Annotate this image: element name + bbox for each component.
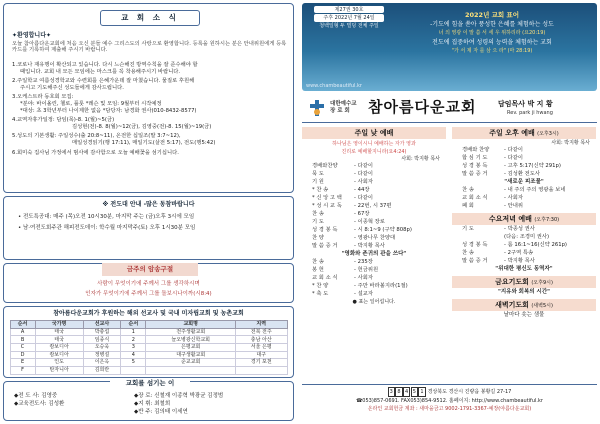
contact-line: ☎053)857-0691. FAX053)854-9512. 홈페이지: http://www.chambeautiful.kr [356,398,543,404]
order-row [302,202,446,210]
morning-verse: 하나님은 영이시니 예배하는 자가 영과 [332,141,416,147]
issue-info [314,6,384,29]
order-item: * 축 도 [312,291,329,298]
news-line: 4.교역자휴가일정: 담임(목)-8. 1(월)~5(금) [12,117,115,124]
zip-digit: 4 [405,389,409,395]
table-row [10,336,287,344]
order-item: 찬 송 [312,259,324,266]
church-logo-icon [308,99,326,117]
motto-line: 너 의 영광 이 말 씀 서 세 우 위하리라 (요20:19) [438,30,546,36]
memory-verse-section [3,263,294,303]
morning-sermon-title: "영화와 존귀의 관을 쓰다" [341,251,407,258]
order-item: * 찬 송 [312,187,329,194]
motto-line: -기도에 힘을 쏟아 풍성한 은혜를 체험하는 성도 [430,21,554,28]
mission-section [3,306,294,378]
church-name: 참아름다운교회 [368,98,477,116]
order-value: - 안내위 [504,203,523,210]
table-cell: 정병설 [83,351,121,359]
news-line: *대상: 초 3학년부터 나이제한 없음 *담당자: 남경화 권사(010-8432-8577) [20,107,197,114]
table-header: 선교사 [83,320,121,328]
news-item [12,62,290,75]
order-row [452,170,596,178]
servants-right [134,392,223,416]
order-item: 기 원 [312,179,324,186]
order-row [452,257,596,265]
servant-line: ◆교육전도사: 김성환 [14,401,65,407]
news-line: 3.오케스트라 동호회 모집: [12,94,74,101]
order-row [452,249,596,257]
afternoon-title: 주일 오후 예배 [489,129,535,137]
zip-digit: 1 [420,389,424,395]
order-value: - 시 8:1~9 (구약 808p) [354,227,412,234]
order-row [452,241,596,249]
cover-banner [302,3,597,91]
evangelism-section [3,196,294,260]
news-item [12,78,290,91]
order-item: 말 씀 증 거 [462,258,488,265]
afternoon-leader: 사회: 박지황 목사 [551,140,590,146]
order-value: - 사회자 [354,179,373,186]
table-header: 교회명 [146,320,236,328]
news-item [12,94,290,114]
news-item [12,150,290,157]
order-item: 성 경 봉 독 [462,163,488,170]
table-cell: A [10,328,35,336]
order-row [302,186,446,194]
wednesday-title: 수요저녁 예배 [488,215,532,224]
church-header [302,95,597,123]
evangelism-line: • 전도특공대: 매주 (목)오전 10시30분, 마지막 주는 (금)오후 3시에 모임 [18,213,195,220]
table-cell: 2 [121,336,146,344]
zip-digit: 5 [412,389,416,395]
denomination [330,101,357,115]
table-cell: B [10,336,35,344]
order-value: - 박종성 권사 [504,226,535,233]
morning-verse: 진리로 예배할지니라(요4:24) [341,149,407,155]
table-cell: 이은옥 [83,359,121,367]
table-cell: 서울 은평 [236,344,288,352]
table-header: 순서 [121,320,146,328]
order-item: 찬 양 [312,235,324,242]
issue-number: 제27권 30호 [314,6,384,13]
motto-line: "가 서 제 자 를 삼 으 라" (마 28:19) [451,48,533,54]
order-item: * 찬 양 [312,283,329,290]
order-value: - 헌금위원 [354,267,379,274]
friday-prayer-title [452,276,596,288]
order-row [452,202,596,210]
table-cell: 전주생활교회 [146,328,236,336]
order-item: 말 씀 증 거 [312,243,338,250]
order-value: - 사회자 [504,195,523,202]
table-cell: 태국 [35,336,83,344]
table-cell: 전북 전주 [236,328,288,336]
order-value: (다음: 조경미 권사) [504,234,550,241]
order-item: 봉 헌 [312,267,324,274]
order-item: 묵 도 [312,171,324,178]
news-item [12,133,290,146]
morning-service-title: 주일 낮 예배 [302,127,446,139]
motto-line: 전도에 집중하여 성령의 능력을 체험하는 교회 [432,39,552,46]
wednesday-service-title [452,213,596,225]
table-cell: 경기 포천 [236,359,288,367]
order-row [302,194,446,202]
welcome-text: 오늘 참아름다운교회에 처음 오신 분들 예수 그리스도의 사랑으로 환영합니다. 등록을 원하시는 분은 안내위원에게 등록카드를 기록하여 제출해 주시기 바랍니다. [12,40,287,54]
order-row [302,234,446,242]
servant-line: ◆지 휘: 최철희 [134,401,171,407]
table-cell: 3 [121,344,146,352]
news-title: 교 회 소 식 [100,10,200,26]
mission-table [10,320,288,375]
order-row [452,162,596,170]
dawn-prayer-title [452,299,596,311]
order-value: - 고후 5:17(신약 291p) [504,163,561,170]
servants-section [3,381,294,421]
church-news-section [3,3,294,193]
table-cell: 늘오병광신학교회 [146,336,236,344]
servant-line: ◆반 주: 김의태 이세연 [134,409,188,415]
morning-leader: 사회: 박지황 목사 [401,156,440,162]
order-value: - 영광나무 찬양대 [354,235,396,242]
table-cell: E [10,359,35,367]
table-row [10,328,287,336]
dawn-sermon-title: 날마다 솟는 샘물 [503,312,545,319]
order-row [302,242,446,250]
order-value: - 22번, 시 37편 [354,203,392,210]
morning-service [302,127,446,306]
order-item: 찬 송 [462,250,474,257]
memory-verse-line: 인자가 무엇이기에 주께서 그를 돌보시나이까(시8:4) [85,290,212,297]
order-value: - 내 주의 주의 영광을 보네 [504,187,566,194]
table-cell [146,366,236,374]
motto-block [392,11,592,56]
table-row [10,344,287,352]
order-value: - 다같이 [354,163,373,170]
order-value: - 주만 바라볼지라(1절) [354,283,408,290]
table-cell: F [10,366,35,374]
address-line [302,387,597,397]
afternoon-sermon-title: "새로운 피조물" [504,179,544,186]
table-cell: 태국 [35,328,83,336]
order-value: - 다같이 [504,147,523,154]
news-line: 매일성경읽기(행 17:11), 매일기도(살전 5:17), 전도(행5:42) [72,140,216,147]
table-cell: 준교교회 [146,359,236,367]
order-item: 기 도 [462,226,474,233]
zip-digit: 8 [397,389,401,395]
news-line: 5.성도의 기본생활: 주일성수(출 20:8~11), 온전한 십일조(말 3:7~12), [12,133,181,140]
news-line: 1.코로나 재유행이 확산되고 있습니다. 다시 느슨해진 방역수칙을 잘 준수해야 할 [12,62,198,68]
order-item: * 신 앙 고 백 [312,195,342,202]
order-value: - 박지황 목사 [354,243,385,250]
order-row [452,146,596,154]
account-line: 온라인 교회헌금 계좌 : 새마을금고 9002-1791-3367-예장(야름다운교회) [367,406,532,412]
table-cell: 충남 아산 [236,336,288,344]
order-value: - 44장 [354,187,370,194]
pastor-name-en: Rev. park ji hwang [507,110,553,116]
order-item: 찬 송 [462,187,474,194]
news-line: *분야: 바이올린, 첼로, 플룻 *레슨 및 모임: 9월부터 시작예정 [20,101,162,108]
order-item: * 성 시 교 독 [312,203,342,210]
order-item: 교 회 소 식 [312,275,338,282]
order-value: - 235장 [354,259,373,266]
table-cell: 1 [121,328,146,336]
order-value: - 박지황 목사 [504,258,535,265]
table-cell: 대구생활교회 [146,351,236,359]
welcome-heading: ✦환영합니다✦ [12,32,52,39]
welcome-block [12,32,288,54]
order-value: - 설교자 [354,291,373,298]
order-item: 성 경 봉 독 [312,227,338,234]
table-cell: 박충섭 [83,328,121,336]
servant-line: ◆전 도 사: 김영중 [14,393,58,399]
order-row [302,218,446,226]
order-value: - 이종혁 장로 [354,219,385,226]
order-value: - 롬 16:1~16(신약 261p) [504,242,567,249]
order-row [302,290,446,298]
order-item: 교 회 소 식 [462,195,488,202]
table-cell: C [10,344,35,352]
order-row [302,274,446,282]
table-cell: 캄보디아 [35,344,83,352]
order-value: - 사회자 [354,275,373,282]
order-row [302,170,446,178]
order-item: 찬 송 [312,211,324,218]
motto-year: 2022년 교회 표어 [464,11,519,19]
table-row [10,366,287,374]
table-cell: 김희란 [83,366,121,374]
table-cell: 은평교회 [146,344,236,352]
standing-note: ● 표는 일어섭니다. [352,299,396,306]
pastor-name: 담임목사 박 지 황 [498,100,553,108]
order-row [302,258,446,266]
friday-sermon-title: "지유와 회복의 시간" [497,289,551,296]
table-header: 국가명 [35,320,83,328]
order-row [302,282,446,290]
order-value: - 다같이 [354,195,373,202]
zip-digit: 3 [389,389,393,395]
order-row [302,162,446,170]
news-line: 김성현(전)-8. 8(월)~12(금), 김영중(전)-8. 15(월)~19(금) [72,123,212,130]
friday-time: (오후9시) [531,280,553,287]
dawn-title: 새벽기도회 [495,301,529,310]
order-item: 경배와 찬양 [462,147,490,154]
address: 경상북도 경산시 진량읍 봉황길 27-17 [427,389,512,395]
order-item: 성 경 봉 독 [462,242,488,249]
table-header: 순서 [10,320,35,328]
afternoon-time: (오후3시) [537,131,559,137]
order-row [452,154,596,162]
table-cell: 4 [121,351,146,359]
dawn-time: (새벽5시) [531,303,553,310]
news-item [12,117,290,130]
news-list [12,62,290,159]
order-value: - 김성환 전도사 [504,171,540,178]
wednesday-time: (오후7:30) [534,217,560,224]
left-page [3,3,294,421]
table-cell: 탄자니아 [35,366,83,374]
order-value: - 다같이 [354,171,373,178]
order-row [452,225,596,233]
order-row [302,266,446,274]
table-cell: 대구 [236,351,288,359]
website-url[interactable]: www.chambeautiful.kr [306,83,362,89]
table-header-row [10,320,287,328]
order-item [462,233,504,241]
order-item: 경배와찬양 [312,163,338,170]
memory-verse-line: 사람이 무엇이기에 주께서 그를 생각하시며 [97,281,200,287]
order-item: 말 씀 증 거 [462,171,488,178]
denomination-line: 장 로 회 [330,108,350,114]
order-item: 폐 회 [462,203,474,210]
issue-tag: 청백일형 두 빌딩 전체 주일 [319,22,379,29]
news-line: 주시고 기도해주신 성도들에게 감사드립니다. [20,84,124,91]
evangelism-line: • 남·여전도회주관 해피전도데이: 학수월 마지막주(토) 오후 1시30분 모임 [18,225,196,232]
issue-date: 주후 2022년 7월 24일 [314,14,384,21]
right-page [302,3,597,421]
order-value: - 67장 [354,211,370,218]
order-row [302,210,446,218]
denomination-line: 대한예수교 [330,101,357,107]
table-cell [236,366,288,374]
wednesday-sermon-title: "위대한 평신도 동역자" [495,266,553,273]
order-value: - 2구역 특송 [504,250,534,257]
table-cell: 인도 [35,359,83,367]
order-value: - 다같이 [504,155,523,162]
table-cell [121,366,146,374]
mission-title: 참아름다운교회가 후원하는 해외 선교사 및 국내 미자립교회 및 농촌교회 [53,310,244,317]
afternoon-service-title [452,127,596,139]
news-line: 2.주일학교 여름성경학교와 수련회를 은혜가운데 잘 마쳤습니다. 물질로 후원해 [12,78,195,85]
order-row [302,178,446,186]
afternoon-service [452,127,596,319]
news-line: 6.회미숙 집사님 가정에서 범사에 감사함으로 오늘 예배꽃을 섬기십니다. [12,149,179,156]
memory-title: 금주의 암송구절 [102,263,198,276]
order-row [452,194,596,202]
servants-left [14,392,64,408]
table-cell: 오승욱 [83,344,121,352]
order-item: 합 심 기 도 [462,155,488,162]
order-row [452,233,596,241]
servants-title: 교회를 섬기는 이 [110,379,190,389]
order-row [452,186,596,194]
table-cell: 5 [121,359,146,367]
evangelism-title: ※ 전도대 안내 -많은 동참바랍니다 [102,201,195,208]
table-row [10,359,287,367]
table-header: 지역 [236,320,288,328]
order-item: 기 도 [312,219,324,226]
table-cell: D [10,351,35,359]
friday-title: 금요기도회 [495,278,529,287]
table-cell: 캄보디아 [35,351,83,359]
table-cell: 임종식 [83,336,121,344]
servant-line: ◆장 로: 신철재 이종혁 박광균 김정범 [134,393,224,399]
church-footer [302,384,597,421]
order-row [302,226,446,234]
news-line: 때입니다. 교회 내 모든 모임에는 마스크를 꼭 착용해주시기 바랍니다. [20,68,181,75]
table-row [10,351,287,359]
